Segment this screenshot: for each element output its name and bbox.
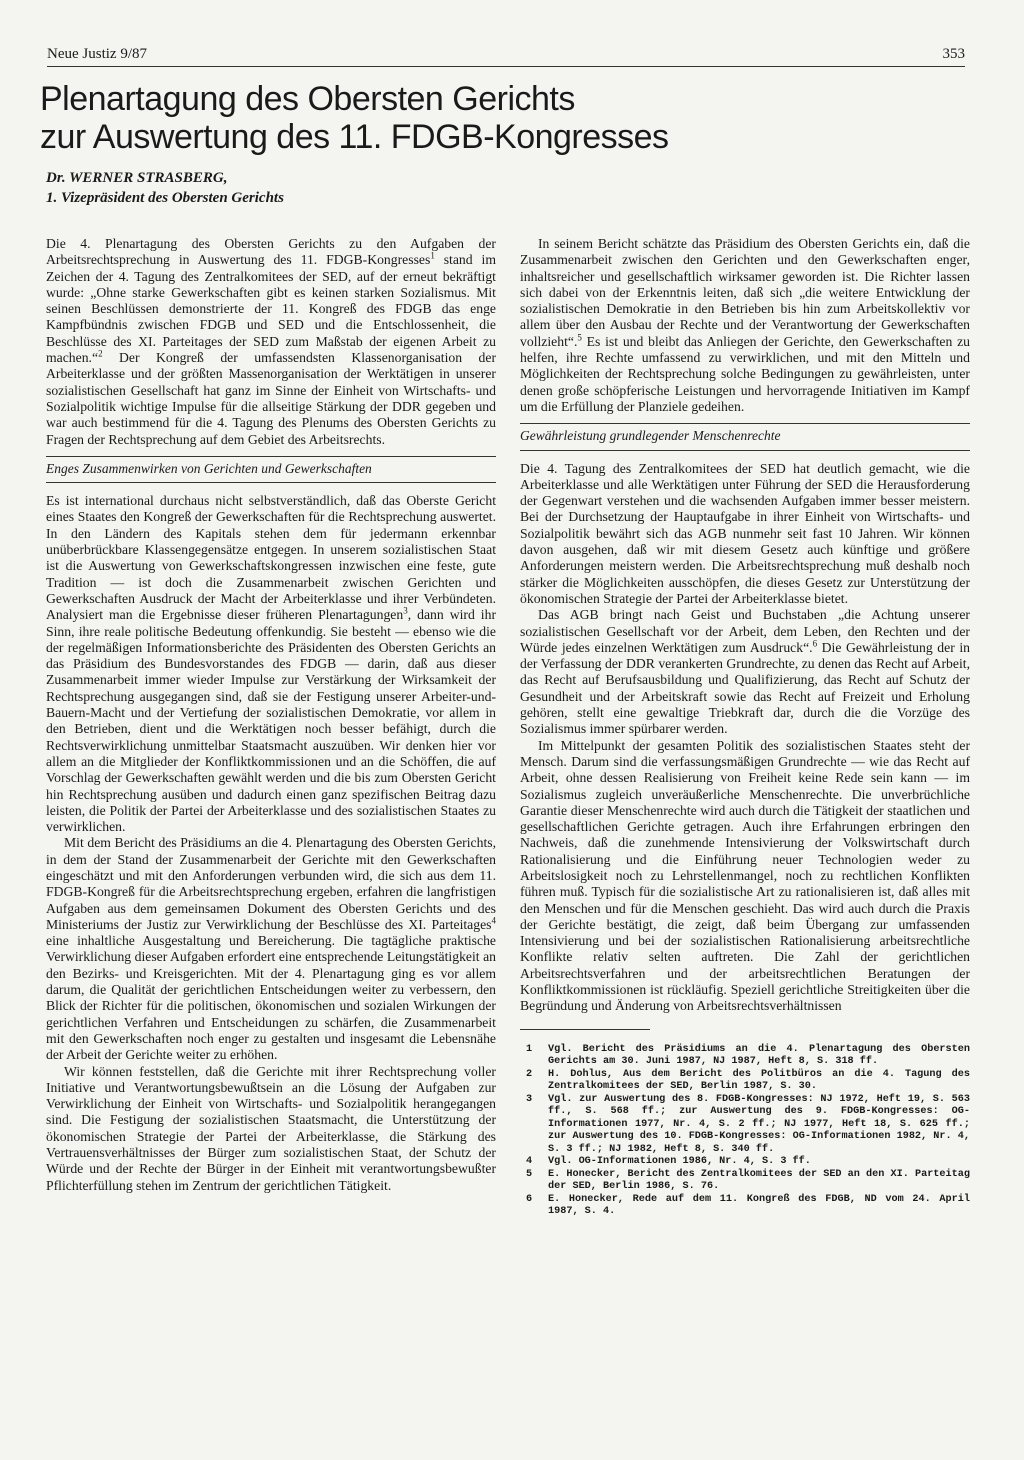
author-role: 1. Vizepräsident des Obersten Gerichts	[46, 190, 284, 206]
footnote-divider	[520, 1029, 650, 1030]
footnote: 4 Vgl. OG-Informationen 1986, Nr. 4, S. 3 ff.	[526, 1156, 811, 1168]
footnote: 6 E. Honecker, Rede auf dem 11. Kongreß des FDGB, ND vom 24. April 1987, S. 4.	[526, 1193, 970, 1218]
journal-issue: Neue Justiz 9/87	[47, 46, 147, 62]
body-paragraph: Die 4. Tagung des Zentralkomitees der SED hat deutlich gemacht, wie die Arbeiterklasse und alle Werktätigen unter Führung der SED die Herausforderung der Gegenwart verstehen und die wachsenden Aufgaben immer besser meistern. Bei der Durchsetzung der Hauptaufgabe in ihrer Einheit von Wirtschafts- und Sozialpolitik bewährt sich das AGB nunmehr seit fast 10 Jahren. Wir können davon ausgehen, daß wir mit diesem Gesetz auch künftige und größere Anforderungen meistern werden. Die Arbeitsrechtsprechung muß deshalb noch stärker die Möglichkeiten ausschöpfen, die dieses Gesetz zur Unterstützung der ökonomischen Strategie der Partei der Arbeiterklasse bietet.	[520, 460, 970, 606]
section-heading: Gewährleistung grundlegender Menschenrechte	[520, 423, 970, 450]
page-number: 353	[942, 46, 965, 62]
body-paragraph: Mit dem Bericht des Präsidiums an die 4. Plenartagung des Obersten Gerichts, in dem der Stand der Zusammenarbeit der Gerichte mit den Gewerkschaften eingeschätzt und mit den Anforderungen verbunden wird, die sich aus dem 11. FDGB-Kongreß für die Arbeitsrechtsprechung ergeben, erfahren die langfristigen Aufgaben aus dem gemeinsamen Dokument des Obersten Gerichts und des Ministeriums der Justiz zur Verwirklichung der Beschlüsse des XI. Parteitages$^4$ eine inhaltliche Ausgestaltung und Bereicherung. Die tagtägliche praktische Verwirklichung dieser Aufgaben erfordert eine entsprechende Leitungstätigkeit an den Bezirks- und Kreisgerichten. Mit der 4. Plenartagung ging es vor allem darum, die Qualität der gerichtlichen Entscheidungen weiter zu verbessern, den Blick der Richter für die politischen, ökonomischen und sozialen Wirkungen der gerichtlichen Verfahren und Entscheidungen zu schärfen, die Zusammenarbeit mit den Gewerkschaften noch enger zu gestalten und insgesamt die Lebensnähe der Arbeit der Gerichte weiter zu erhöhen.	[46, 835, 496, 1063]
author-name: Dr. WERNER STRASBERG,	[46, 170, 228, 186]
footnote-ref: 3	[403, 605, 408, 616]
footnote: 3 Vgl. zur Auswertung des 8. FDGB-Kongresses: NJ 1972, Heft 19, S. 563 ff., S. 568 ff.; zur Auswertung des 9. FDGB-Kongresses: OG-Informationen 1977, Nr. 4, S. 2 ff.; NJ 1977, Heft 18, S. 625 ff.; zur Auswertung des 10. FDGB-Kongresses: OG-Informationen 1982, Nr. 4, S. 3 ff.; NJ 1982, Heft 8, S. 340 ff.	[526, 1093, 970, 1155]
body-paragraph: Es ist international durchaus nicht selbstverständlich, daß das Oberste Gericht eines Staates den Kongreß der Gewerkschaften für die Rechtsprechung auswertet. In den Ländern des Kapitals stehen dem für jedermann erkennbar unüberbrückbare Klassengegensätze entgegen. In unserem sozialistischen Staat ist die Auswertung von Gewerkschaftskongressen inzwischen eine feste, gute Tradition — ist doch die Zusammenarbeit zwischen Gerichten und Gewerkschaften Ausdruck der Macht der Arbeiterklasse und ihrer Verbündeten. Analysiert man die Ergebnisse dieser früheren Plenartagungen$^3$, dann wird ihr Sinn, ihre reale politische Bedeutung offenkundig. Sie besteht — ebenso wie die der regelmäßigen Informationsberichte des Präsidenten des Obersten Gerichts an das Präsidium des Bundesvorstandes des FDGB — darin, daß aus dieser Zusammenarbeit immer wieder Impulse zur Verstärkung der Wirksamkeit der Rechtsprechung ausgegangen sind, daß sie der Festigung unserer Arbeiter-und-Bauern-Macht und der Vertiefung der sozialistischen Demokratie, vor allem in den Betrieben, dient und die Werktätigen noch besser befähigt, durch die Rechtsverwirklichung unmittelbar Staatsmacht auszuüben. Wir denken hier vor allem an die Mitglieder der Konfliktkommissionen und an die Schöffen, die auf Vorschlag der Gewerkschaften gewählt werden und die bis zum Obersten Gericht hin Rechtsprechung ausüben und dadurch einen ganz spezifischen Beitrag dazu leisten, die Politik der Partei der Arbeiterklasse und des sozialistischen Staates zu verwirklichen.	[46, 493, 496, 835]
footnote: 2 H. Dohlus, Aus dem Bericht des Politbüros an die 4. Tagung des Zentralkomitees der SED, Berlin 1987, S. 30.	[526, 1068, 970, 1093]
body-paragraph: Im Mittelpunkt der gesamten Politik des sozialistischen Staates steht der Mensch. Darum sind die verfassungsmäßigen Grundrechte — wie das Recht auf Arbeit, ohne dessen Realisierung von Freiheit keine Rede sein kann — im Sozialismus zugleich unveräußerliche Menschenrechte. Die unverbrüchliche Garantie dieser Menschenrechte wird auch durch die Tätigkeit der staatlichen und gesellschaftlichen Gerichte getragen. Auch ihre Erfahrungen erbringen den Nachweis, daß die zunehmende Intensivierung der Volkswirtschaft durch Rationalisierung und die Einführung neuer Technologien weder zu Arbeitslosigkeit noch zu Lehrstellenmangel, noch zu rechtlichen Konflikten führen muß. Typisch für die sozialistische Art zu rationalisieren ist, daß alles mit den Menschen und für die Menschen geschieht. Das wird auch durch die Praxis der Gerichte bestätigt, die zeigt, daß beim Übergang zur umfassenden Intensivierung und bei der sozialistischen Rationalisierung arbeitsrechtliche Konflikte relativ selten auftreten. Die Zahl der gerichtlichen Arbeitsrechtsverfahren und der arbeitsrechtlichen Beratungen der Konfliktkommissionen ist rückläufig. Speziell gerichtliche Streitigkeiten über die Begründung und Änderung von Arbeitsrechtsverhältnissen	[520, 737, 970, 1014]
footnote-ref: 4	[491, 915, 496, 926]
footnote-ref: 6	[812, 638, 818, 649]
title-line-1: Plenartagung des Obersten Gerichts	[40, 80, 575, 118]
footnote: 1 Vgl. Bericht des Präsidiums an die 4. Plenartagung des Obersten Gerichts am 30. Juni 1987, NJ 1987, Heft 8, S. 318 ff.	[526, 1043, 970, 1068]
body-paragraph: In seinem Bericht schätzte das Präsidium des Obersten Gerichts ein, daß die Zusammenarbeit zwischen den Gerichten und den Gewerkschaften enger, inhaltsreicher und gesellschaftlich wirksamer geworden ist. Die Richter lassen sich dabei von der Erkenntnis leiten, daß sich „die weitere Entwicklung der sozialistischen Demokratie in den Betrieben bis hin zum Arbeitskollektiv vor allem über den Ausbau der Rechte und der Verantwortung der Gewerkschaften vollzieht“.$^5$ Es ist und bleibt das Anliegen der Gerichte, den Gewerkschaften zu helfen, ihre Rechte umfassend zu verwirklichen, und mit den Mitteln und Möglichkeiten der Rechtsprechung solche Bedingungen zu gewährleisten, unter denen große schöpferische Leistungen und hervorragende Initiativen im Kampf um die Erfüllung der Planziele gedeihen.	[520, 236, 970, 414]
left-column	[46, 236, 496, 1194]
footnote: 5 E. Honecker, Bericht des Zentralkomitees der SED an den XI. Parteitag der SED, Berlin 1986, S. 76.	[526, 1168, 970, 1193]
footnote-ref: 2	[98, 348, 103, 359]
section-heading: Enges Zusammenwirken von Gerichten und Gewerkschaften	[46, 456, 496, 483]
body-paragraph: Das AGB bringt nach Geist und Buchstaben „die Achtung unserer sozialistischen Gesellschaft vor der Arbeit, dem Leben, den Rechten und der Würde jedes einzelnen Werktätigen zum Ausdruck“.$^6$ Die Gewährleistung der in der Verfassung der DDR verankerten Grundrechte, zu denen das Recht auf Arbeit, das Recht auf Berufsausbildung und Qualifizierung, das Recht auf Schutz der Gesundheit und der Arbeitskraft sowie das Recht auf Freizeit und Erholung gehören, stellt eine gewaltige Triebkraft dar, durch die die Vorzüge des Sozialismus immer spürbarer werden.	[520, 607, 970, 737]
body-paragraph: Wir können feststellen, daß die Gerichte mit ihrer Rechtsprechung voller Initiative und Verantwortungsbewußtsein an die Lösung der Aufgaben zur Verwirklichung der Einheit von Wirtschafts- und Sozialpolitik herangegangen sind. Die Festigung der sozialistischen Staatsmacht, die Unterstützung der ökonomischen Strategie der Partei der Arbeiterklasse, die Stärkung des Vertrauensverhältnisses der Bürger zum sozialistischen Staat, der Schutz der Würde und der Rechte der Bürger in der Einheit mit verantwortungsbewußter Pflichterfüllung stehen im Zentrum der gerichtlichen Tätigkeit.	[46, 1063, 496, 1193]
author-block	[46, 168, 546, 208]
article-title	[40, 80, 970, 156]
footnote-ref: 5	[577, 332, 582, 343]
footnotes	[520, 1044, 970, 1219]
title-line-2: zur Auswertung des 11. FDGB-Kongresses	[40, 118, 669, 156]
running-head	[47, 44, 965, 67]
intro-paragraph: Die 4. Plenartagung des Obersten Gerichts zu den Aufgaben der Arbeitsrechtsprechung in Auswertung des 11. FDGB-Kongresses$^1$ stand im Zeichen der 4. Tagung des Zentralkomitees der SED, auf der erneut bekräftigt wurde: „Ohne starke Gewerkschaften gibt es keinen starken Sozialismus. Mit seinen Beschlüssen demonstrierte der 11. Kongreß des FDGB das enge Kampfbündnis zwischen FDGB und SED und die Entschlossenheit, die Beschlüsse des XI. Parteitages der SED zum Maßstab der eigenen Arbeit zu machen.“$^2$ Der Kongreß der umfassendsten Klassenorganisation der Arbeiterklasse und der größten Massenorganisation der Werktätigen in unserer sozialistischen Gesellschaft hat ganz im Sinne der Einheit von Wirtschafts- und Sozialpolitik wichtige Impulse für die allseitige Stärkung der DDR gegeben und war auch bestimmend für die 4. Tagung des Plenums des Obersten Gerichts zu Fragen der Rechtsprechung auf dem Gebiet des Arbeitsrechts.	[46, 236, 496, 447]
footnote-ref: 1	[430, 250, 435, 261]
right-column	[520, 236, 970, 1219]
